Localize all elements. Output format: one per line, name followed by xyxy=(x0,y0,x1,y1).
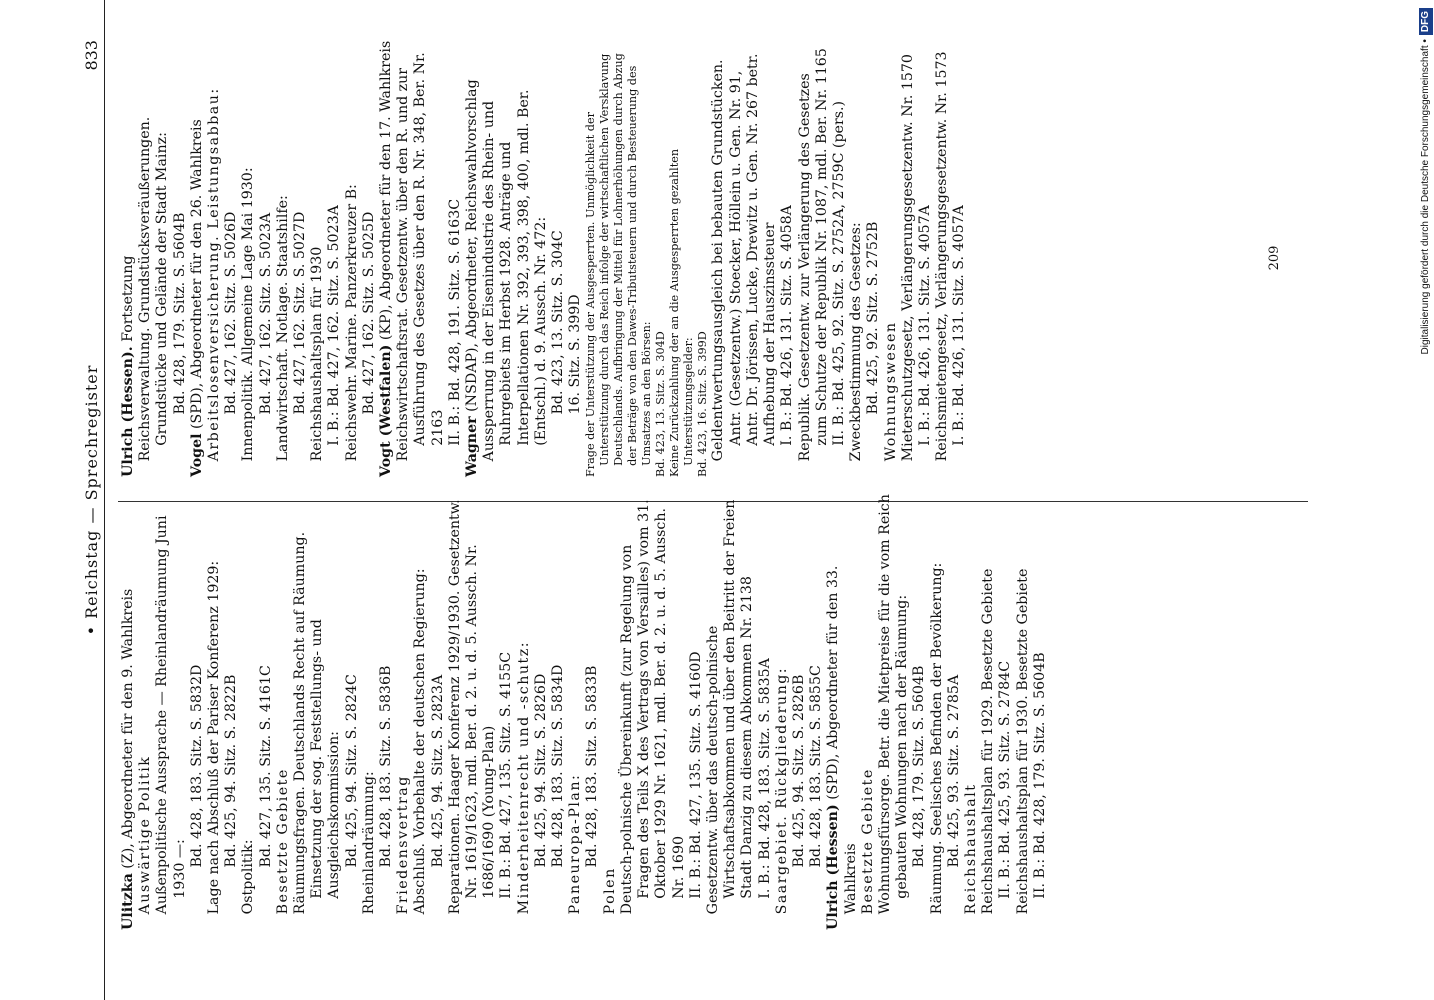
register-entry-heading xyxy=(189,39,206,477)
register-line: Lage nach Abschluß der Pariser Konferenz 1929: xyxy=(206,560,223,915)
register-line: Wohnungsfürsorge. Betr. die Mietpreise für die vom Reich gebauten Wohnungen nach der Räumung: xyxy=(876,494,911,915)
register-line: Reichswehr. Marine. Panzerkreuzer B: xyxy=(343,184,360,462)
register-line: Bd. 428, 183. Sitz. S. 5836B xyxy=(378,665,395,868)
register-line: Bd. 428, 183. Sitz. S. 5833B xyxy=(584,665,601,868)
register-line: Auswärtige Politik xyxy=(137,755,154,915)
register-line: Innenpolitik. Allgemeine Lage Mai 1930: xyxy=(240,167,257,462)
speaker-info: (SPD), Abgeordneter für den 26. Wahlkreis xyxy=(188,119,205,434)
register-line: Besetzte Gebiete xyxy=(859,768,876,915)
speaker-info: (NSDAP), Abgeordneter, Reichswahlvorschlag xyxy=(464,79,481,417)
register-line: I. B.: Bd. 427, 162. Sitz. S. 5023A xyxy=(326,205,343,446)
register-line: Reichsmietengesetz, Verlängerungsgesetzentw. Nr. 1573 xyxy=(934,51,951,462)
register-line: Bd. 423, 16. Sitz. S. 399D xyxy=(696,331,710,477)
register-line: Aussperrung in der Eisenindustrie des Rhein- und Ruhrgebiets im Herbst 1928. Anträge und Interpellationen Nr. 392, 393, 398, 400, mdl. Ber. (Entschl.) d. 9. Aussch. Nr. 472: xyxy=(481,89,549,462)
credit-text: Digitalisierung gefördert durch die Deutsche Forschungsgemeinschaft • xyxy=(1420,39,1431,355)
speaker-name: Vogel xyxy=(188,433,205,477)
register-line: Außenpolitische Aussprache — Rheinlandräumung Juni 1930 —: xyxy=(154,515,188,915)
register-line: Saargebiet. Rückgliederung: xyxy=(773,666,790,915)
register-line: II. B.: Bd. 425, 93. Sitz. S. 2784C xyxy=(997,660,1014,899)
register-line: Bd. 427, 162. Sitz. S. 5023A xyxy=(257,212,274,415)
register-line: II. B.: Bd. 427, 135. Sitz. S. 4155C xyxy=(498,651,515,899)
register-line: Paneuropa-Plan: xyxy=(567,773,584,915)
speaker-info: (KP), Abgeordneter für den 17. Wahlkreis xyxy=(378,40,395,345)
register-entry-heading xyxy=(825,492,859,930)
register-line: Friedensvertrag xyxy=(395,775,412,915)
register-entry-heading xyxy=(464,39,481,477)
speaker-name: Ulrich (Hessen) xyxy=(825,804,842,930)
register-line: Abschluß. Vorbehalte der deutschen Regierung: xyxy=(412,568,429,915)
register-line: Republik. Gesetzentw. zur Verlängerung des Gesetzes zum Schutze der Republik Nr. 1087, mdl. Ber. Nr. 1165 xyxy=(796,48,830,462)
register-line: Frage der Unterstützung der Ausgesperrten. Unmöglichkeit der Unterstützung durch das Reich infolge der wirtschaftlichen Versklavung Deutschlands. Aufbringung der Mittel für Lohnerhöhungen durch Abzug der Beträge von den Dawes-Tributsteuern und durch Besteuerung des Umsatzes an den Börsen: xyxy=(584,53,654,477)
register-line: Bd. 428, 183. Sitz. S. 5855C xyxy=(808,665,825,868)
speaker-name: Wagner xyxy=(464,416,481,477)
register-line: Keine Zurückzahlung der an die Ausgesperrten gezahlten Unterstützungsgelder: xyxy=(668,148,696,477)
register-line: Bd. 427, 162. Sitz. S. 5026D xyxy=(223,211,240,415)
register-line: Ostpolitik: xyxy=(240,839,257,915)
register-line: II. B.: Bd. 428, 179. Sitz. S. 5604B xyxy=(1031,652,1048,899)
register-line: Bd. 428, 183. Sitz. S. 5832D xyxy=(188,664,205,868)
register-line: Arbeitslosenversicherung. Leistungsabbau: xyxy=(206,87,223,462)
register-line: Bd. 423, 13. Sitz. S. 304D xyxy=(654,331,668,477)
register-line: II. B.: Bd. 425, 92. Sitz. S. 2752A, 2759C (pers.) xyxy=(830,100,847,446)
register-line: Räumung. Seelisches Befinden der Bevölkerung: xyxy=(928,562,945,915)
register-line: Bd. 425, 94. Sitz. S. 2826D xyxy=(532,673,549,868)
speaker-info: Fortsetzung xyxy=(120,255,136,347)
register-line: I. B.: Bd. 426, 131. Sitz. S. 4057A xyxy=(916,205,933,446)
register-line: Besetzte Gebiete xyxy=(274,768,291,915)
register-line: Landwirtschaft. Notlage. Staatshilfe: xyxy=(274,195,291,462)
register-entry-heading xyxy=(120,492,137,930)
register-line: Bd. 425, 93. Sitz. S. 2785A xyxy=(945,674,962,868)
speaker-info: (SPD), Abgeordneter für den 33. Wahlkreis xyxy=(825,565,859,915)
register-entry-heading xyxy=(378,39,395,477)
register-line: Bd. 428, 179. Sitz. S. 5604B xyxy=(911,665,928,868)
header-title: • Reichstag — Sprechregister xyxy=(82,364,101,636)
register-line: II. B.: Bd. 427, 135. Sitz. S. 4160D xyxy=(687,651,704,899)
register-line: II. B.: Bd. 428, 191. Sitz. S. 6163C xyxy=(446,198,463,446)
register-line: Bd. 425, 94. Sitz. S. 2826B xyxy=(790,674,807,868)
register-line: Reichshaushalt xyxy=(962,783,979,915)
footer-number: 209 xyxy=(1267,245,1282,271)
register-line: Polen xyxy=(601,867,618,915)
register-line: Bd. 425, 94. Sitz. S. 2824C xyxy=(343,674,360,868)
register-line: Räumungsfragen. Deutschlands Recht auf Räumung. Einsetzung der sog. Feststellungs- und Ausgleichskommission: xyxy=(292,531,343,915)
right-column xyxy=(120,39,969,477)
register-line: Bd. 425, 94. Sitz. S. 2822B xyxy=(223,674,240,868)
register-line: Bd. 428, 183. Sitz. S. 5834D xyxy=(550,664,567,868)
register-line: Reichshaushaltsplan für 1930. Besetzte Gebiete xyxy=(1014,568,1031,915)
register-line: Zweckbestimmung des Gesetzes: xyxy=(848,222,865,462)
register-line: Reichsverwaltung. Grundstücksveräußerungen. Grundstücke und Gelände der Stadt Mainz: xyxy=(137,116,171,462)
page-number: 833 xyxy=(82,40,101,71)
dfg-logo: DFG xyxy=(1419,8,1433,35)
rotated-page xyxy=(82,0,1312,1000)
register-line: Reichshaushaltsplan für 1930 xyxy=(309,246,326,462)
register-line: Reparationen. Haager Konferenz 1929/1930. Gesetzentw. Nr. 1619/1623, mdl. Ber. d. 2. u. d. 5. Aussch. Nr. 1686/1690 (Young-Plan) xyxy=(446,499,498,915)
register-entry-heading xyxy=(120,39,137,477)
register-line: Mieterschutzgesetz, Verlängerungsgesetzentw. Nr. 1570 xyxy=(899,54,916,462)
register-line: Bd. 427, 162. Sitz. S. 5025D xyxy=(360,211,377,415)
register-line: Reichshaushaltsplan für 1929. Besetzte Gebiete xyxy=(980,568,997,915)
register-line: I. B.: Bd. 426, 131. Sitz. S. 4058A xyxy=(779,205,796,446)
register-line: Bd. 425, 92. Sitz. S. 2752B xyxy=(865,221,882,415)
register-line: Gesetzentw. über das deutsch-polnische Wirtschaftsabkommen und über den Beitritt der Freien Stadt Danzig zu diesem Abkommen Nr. 2138 xyxy=(704,499,756,915)
side-credit xyxy=(1418,8,1434,993)
page-header xyxy=(82,0,105,1000)
speaker-info: (Z), Abgeordneter für den 9. Wahlkreis xyxy=(120,588,136,874)
register-line: I. B.: Bd. 428, 183. Sitz. S. 5835A xyxy=(756,658,773,899)
speaker-name: Ulrich (Hessen). xyxy=(120,346,136,477)
register-line: Reichswirtschaftsrat. Gesetzentw. über den R. und zur Ausführung des Gesetzes über den R. Nr. 348, Ber. Nr. 2163 xyxy=(395,52,446,462)
register-line: Bd. 427, 135. Sitz. S. 4161C xyxy=(257,665,274,868)
register-line: Deutsch-polnische Übereinkunft (zur Regelung von Fragen des Teils X des Vertrags von Versailles) vom 31. Oktober 1929 Nr. 1621, mdl. Ber. d. 2. u. d. 5. Aussch. Nr. 1690 xyxy=(618,499,687,915)
register-line: Minderheitenrecht und -schutz: xyxy=(515,641,532,915)
register-line: Bd. 428, 179. Sitz. S. 5604B xyxy=(171,212,188,415)
left-column xyxy=(120,492,1049,930)
register-line: Wohnungswesen xyxy=(882,321,899,462)
register-line: Bd. 423, 13. Sitz. S. 304C xyxy=(550,230,567,415)
speaker-name: Ulitzka xyxy=(120,873,136,930)
register-line: Bd. 425, 94. Sitz. S. 2823A xyxy=(429,674,446,868)
speaker-name: Vogt (Westfalen) xyxy=(378,344,395,477)
register-line: Geldentwertungsausgleich bei bebauten Grundstücken. Antr. (Gesetzentw.) Stoecker, Höllein u. Gen. Nr. 91, Antr. Dr. Jörissen, Lucke, Drewitz u. Gen. Nr. 267 betr. Aufhebung der Hauszinssteuer xyxy=(710,53,779,462)
register-line: Bd. 427, 162. Sitz. S. 5027D xyxy=(292,211,309,415)
register-line: 16. Sitz. S. 399D xyxy=(567,294,584,415)
register-line: I. B.: Bd. 426, 131. Sitz. S. 4057A xyxy=(951,205,968,446)
register-line: Rheinlandräumung: xyxy=(360,771,377,915)
